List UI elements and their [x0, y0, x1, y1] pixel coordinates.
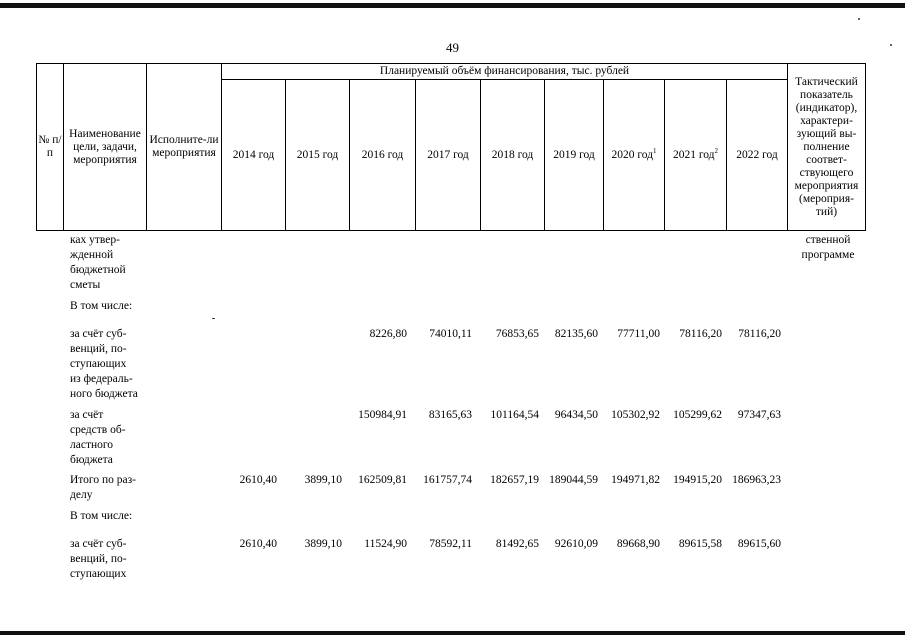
header-year-2014: 2014 год: [232, 148, 275, 161]
value-2018: 81492,65: [495, 538, 539, 550]
bottom-border-rule: [0, 631, 905, 635]
value-2022: 89615,60: [737, 538, 781, 550]
row-label-regional-budget: за счёт средств об- ластного бюджета: [70, 409, 126, 466]
value-2015: 3899,10: [304, 474, 342, 486]
value-2020: 89668,90: [616, 538, 660, 550]
value-2017: 161757,74: [423, 474, 472, 486]
value-2021: 78116,20: [679, 328, 722, 340]
value-2018: 182657,19: [490, 474, 539, 486]
value-2016: 162509,81: [358, 474, 407, 486]
value-2021: 89615,58: [678, 538, 722, 550]
value-2017: 78592,11: [429, 538, 472, 550]
row-label-federal-subventions: за счёт суб- венций, по- ступающих из федераль- ного бюджета: [70, 328, 138, 400]
value-2019: 82135,60: [554, 328, 598, 340]
scan-speck: [212, 318, 215, 319]
value-2022: 78116,20: [738, 328, 781, 340]
page-number: 49: [446, 40, 459, 55]
row-label-subventions: за счёт суб- венций, по- ступающих: [70, 538, 127, 580]
value-2015: 3899,10: [304, 538, 342, 550]
row-label-including-2: В том числе:: [70, 510, 133, 522]
value-2018: 76853,65: [495, 328, 539, 340]
value-2016: 150984,91: [358, 409, 407, 421]
value-2020: 77711,00: [617, 328, 660, 340]
value-2018: 101164,54: [490, 409, 539, 421]
value-2016: 8226,80: [369, 328, 407, 340]
value-2022: 186963,23: [732, 474, 781, 486]
header-year-2015: 2015 год: [296, 148, 339, 161]
value-2020: 194971,82: [611, 474, 660, 486]
header-funding-title: Планируемый объём финансирования, тыс. рублей: [379, 65, 630, 77]
row-label-section-total: Итого по раз- делу: [70, 474, 136, 501]
table-header: [36, 63, 866, 231]
row-indicator-continuation: ственной программе: [801, 234, 855, 261]
header-indicator-cell: Тактический показатель (индикатор), характери- зующий вы- полнение соответ- ствующего мероприятия (мероприя- тий): [794, 75, 859, 218]
value-2017: 74010,11: [429, 328, 472, 340]
value-2016: 11524,90: [364, 538, 407, 550]
value-2021: 105299,62: [673, 409, 722, 421]
value-2014: 2610,40: [239, 474, 277, 486]
header-year-2016: 2016 год: [361, 148, 404, 161]
value-2019: 189044,59: [549, 474, 598, 486]
value-2019: 96434,50: [554, 409, 598, 421]
value-2020: 105302,92: [611, 409, 660, 421]
header-number-cell: № п/п: [38, 134, 62, 159]
value-2022: 97347,63: [737, 409, 781, 421]
top-border-rule: [0, 3, 905, 8]
header-year-2019: 2019 год: [553, 148, 595, 161]
value-2014: 2610,40: [239, 538, 277, 550]
header-year-2021: 2021 год $^2$: [672, 147, 719, 161]
row-label-including-1: В том числе:: [70, 300, 133, 312]
header-name-cell: Наименование цели, задачи, мероприятия: [69, 127, 141, 166]
header-year-2018: 2018 год: [491, 148, 534, 161]
value-2017: 83165,63: [428, 409, 472, 421]
value-2019: 92610,09: [554, 538, 598, 550]
scan-speck: [858, 18, 860, 20]
row-label-budget-estimate: ках утвер- жденной бюджетной сметы: [70, 234, 126, 291]
header-year-2017: 2017 год: [427, 148, 469, 161]
header-year-2022: 2022 год: [736, 148, 778, 161]
header-executor-cell: Исполните-ли мероприятия: [149, 134, 219, 159]
header-year-2020: 2020 год $^1$: [611, 147, 657, 161]
value-2021: 194915,20: [673, 474, 722, 486]
